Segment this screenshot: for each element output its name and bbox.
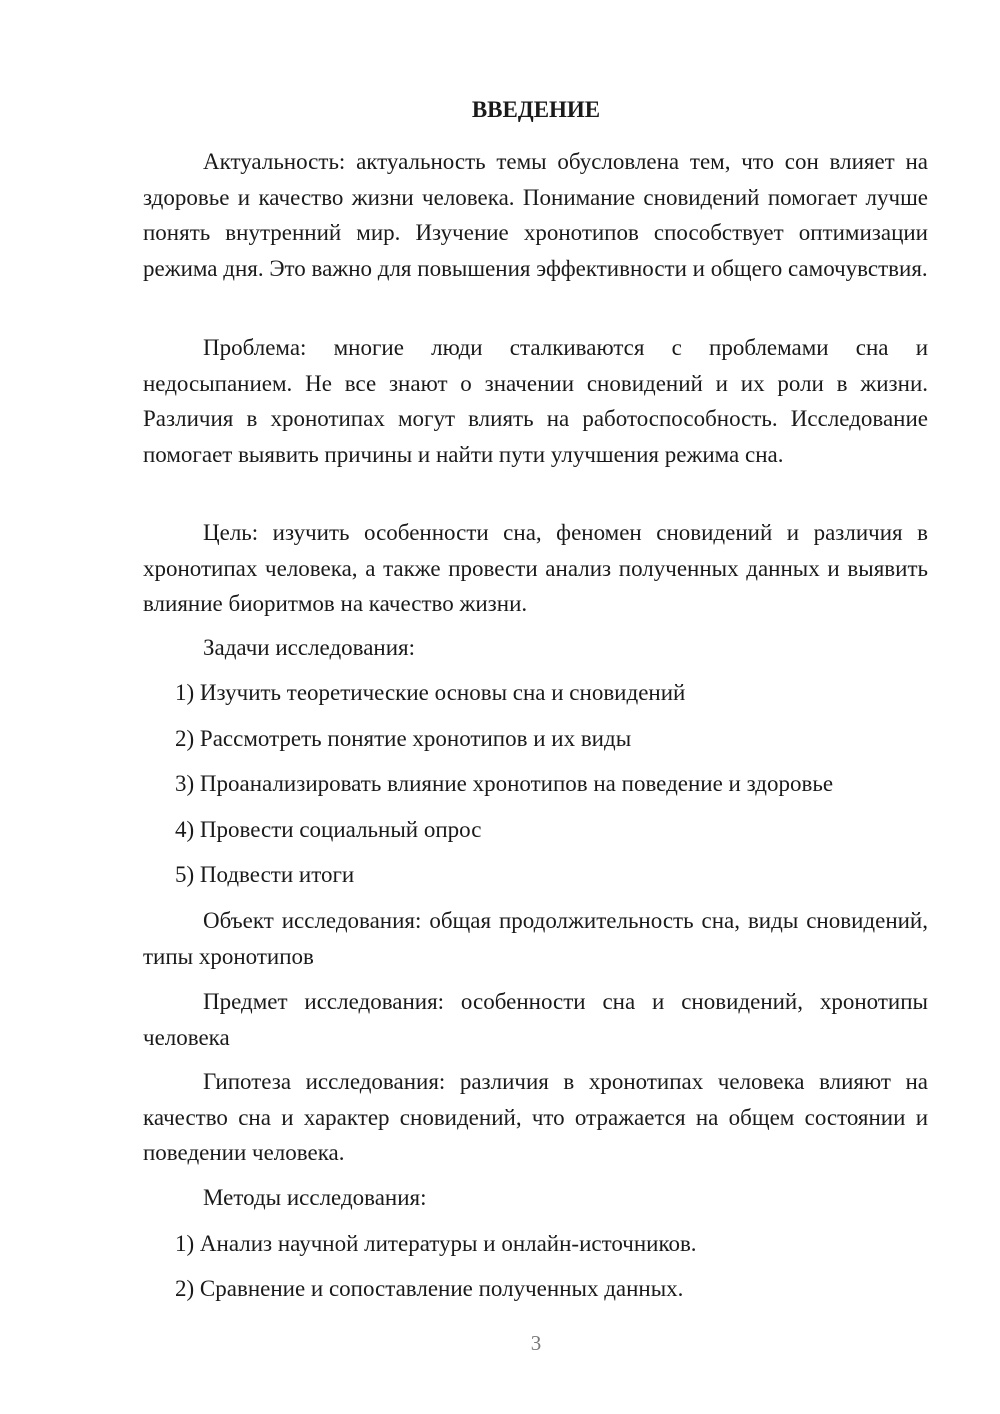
task-item-5: 5) Подвести итоги bbox=[175, 862, 355, 887]
paragraph-problem-text: Проблема: многие люди сталкиваются с проблемами сна и недосыпанием. Не все знают о значении сновидений и их роли в жизни. Различия в хронотипах могут влиять на работоспособность. Исследование помогает выявить причины и найти пути улучшения режима сна. bbox=[143, 335, 928, 467]
method-item-1: 1) Анализ научной литературы и онлайн-источников. bbox=[175, 1231, 697, 1256]
paragraph-subject-text: Предмет исследования: особенности сна и сновидений, хронотипы человека bbox=[143, 989, 928, 1050]
task-item-1: 1) Изучить теоретические основы сна и сновидений bbox=[175, 680, 686, 705]
paragraph-goal bbox=[143, 515, 928, 622]
paragraph-object-text: Объект исследования: общая продолжительность сна, виды сновидений, типы хронотипов bbox=[143, 908, 928, 969]
tasks-heading: Задачи исследования: bbox=[203, 635, 416, 660]
task-item-3: 3) Проанализировать влияние хронотипов на поведение и здоровье bbox=[175, 771, 834, 796]
task-item-4: 4) Провести социальный опрос bbox=[175, 817, 482, 842]
method-item-2: 2) Сравнение и сопоставление полученных данных. bbox=[175, 1276, 684, 1301]
task-item-2: 2) Рассмотреть понятие хронотипов и их виды bbox=[175, 726, 632, 751]
paragraph-problem bbox=[143, 330, 928, 472]
paragraph-goal-text: Цель: изучить особенности сна, феномен сновидений и различия в хронотипах человека, а также провести анализ полученных данных и выявить влияние биоритмов на качество жизни. bbox=[143, 520, 928, 616]
paragraph-subject bbox=[143, 984, 928, 1055]
page-number: 3 bbox=[530, 1331, 542, 1355]
page-title: ВВЕДЕНИЕ bbox=[471, 97, 601, 122]
paragraph-object bbox=[143, 903, 928, 974]
methods-heading: Методы исследования: bbox=[203, 1185, 427, 1210]
paragraph-relevance bbox=[143, 144, 928, 286]
paragraph-relevance-text: Актуальность: актуальность темы обусловлена тем, что сон влияет на здоровье и качество жизни человека. Понимание сновидений помогает лучше понять внутренний мир. Изучение хронотипов способствует оптимизации режима дня. Это важно для повышения эффективности и общего самочувствия. bbox=[143, 149, 928, 281]
paragraph-hypothesis-text: Гипотеза исследования: различия в хронотипах человека влияют на качество сна и характер сновидений, что отражается на общем состоянии и поведении человека. bbox=[143, 1069, 928, 1165]
paragraph-hypothesis bbox=[143, 1064, 928, 1171]
